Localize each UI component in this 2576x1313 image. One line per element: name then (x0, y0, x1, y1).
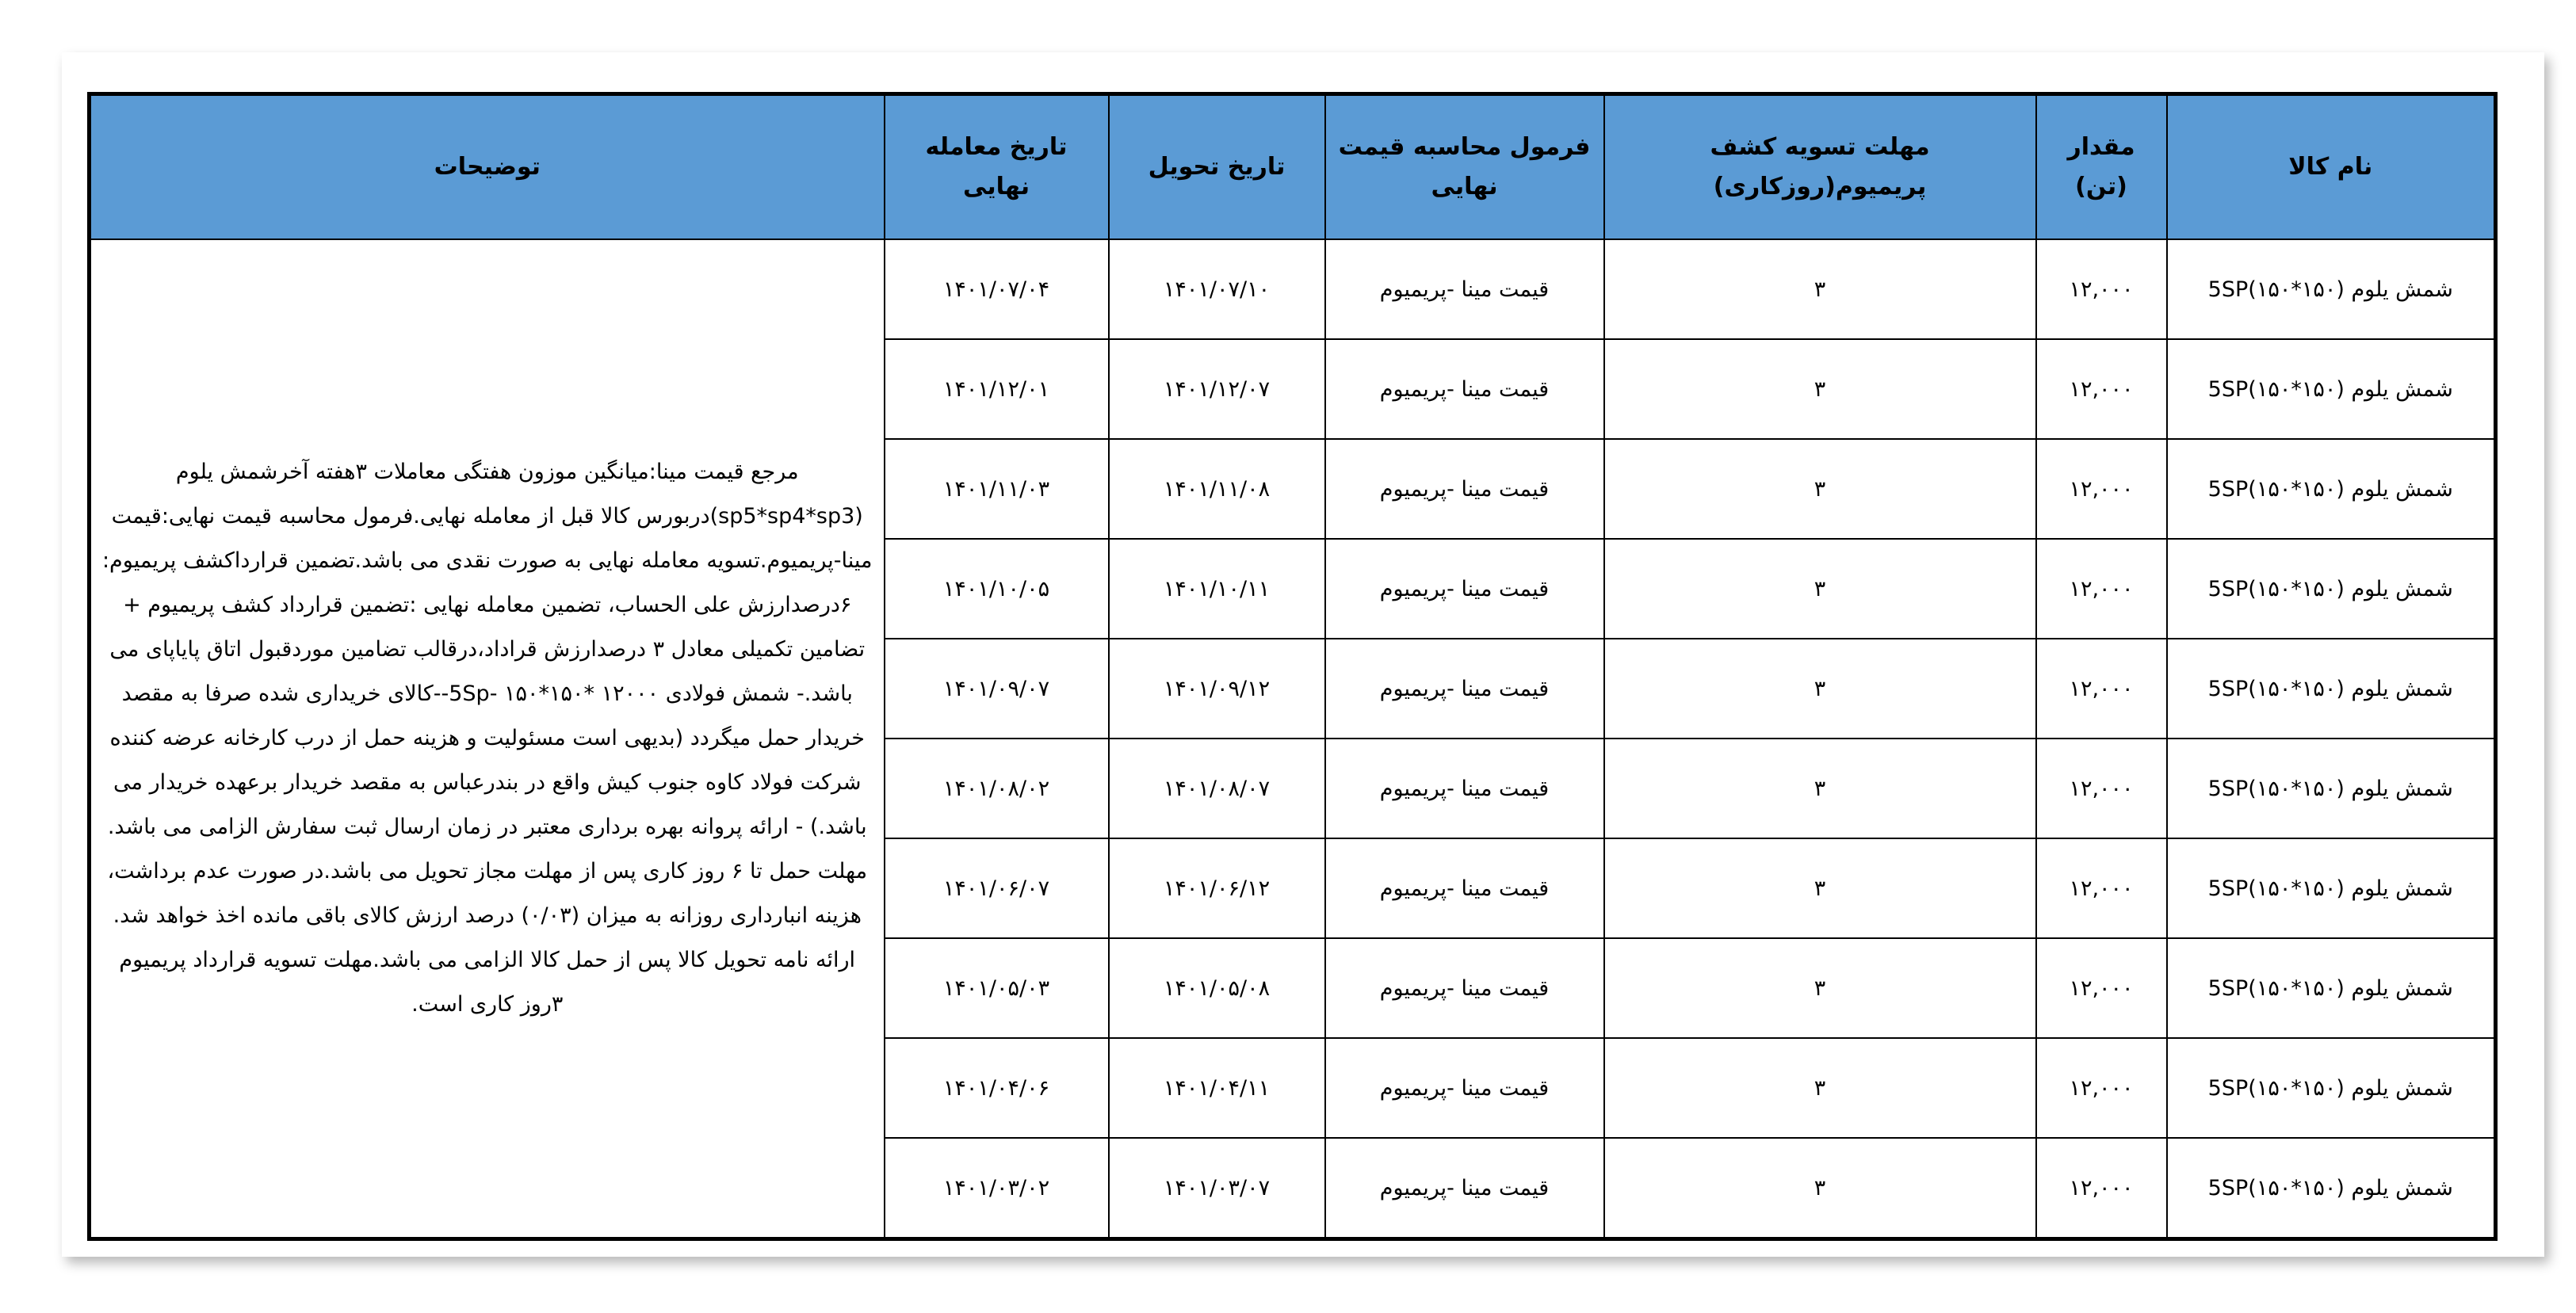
cell-delivery: ۱۴۰۱/۰۹/۱۲ (1109, 639, 1325, 739)
cell-delivery: ۱۴۰۱/۰۷/۱۰ (1109, 239, 1325, 339)
cell-formula: قیمت مینا -پریمیوم (1325, 239, 1604, 339)
cell-deadline: ۳ (1604, 639, 2036, 739)
cell-qty: ۱۲,۰۰۰ (2036, 739, 2167, 838)
document-sheet (62, 52, 2544, 1257)
contract-table (87, 92, 2498, 1241)
cell-name: شمش یلوم (۱۵۰*۱۵۰)5SP (2167, 1138, 2496, 1239)
table-header-row (90, 94, 2496, 240)
cell-final-trade: ۱۴۰۱/۰۴/۰۶ (885, 1038, 1109, 1138)
header-qty: مقدار (تن) (2036, 94, 2167, 240)
cell-formula: قیمت مینا -پریمیوم (1325, 1138, 1604, 1239)
header-delivery: تاریخ تحویل (1109, 94, 1325, 240)
cell-name: شمش یلوم (۱۵۰*۱۵۰)5SP (2167, 739, 2496, 838)
cell-final-trade: ۱۴۰۱/۰۵/۰۳ (885, 938, 1109, 1038)
cell-final-trade: ۱۴۰۱/۰۳/۰۲ (885, 1138, 1109, 1239)
cell-final-trade: ۱۴۰۱/۱۱/۰۳ (885, 439, 1109, 539)
cell-qty: ۱۲,۰۰۰ (2036, 439, 2167, 539)
cell-name: شمش یلوم (۱۵۰*۱۵۰)5SP (2167, 239, 2496, 339)
cell-name: شمش یلوم (۱۵۰*۱۵۰)5SP (2167, 539, 2496, 639)
cell-final-trade: ۱۴۰۱/۰۷/۰۴ (885, 239, 1109, 339)
cell-deadline: ۳ (1604, 838, 2036, 938)
cell-deadline: ۳ (1604, 439, 2036, 539)
cell-delivery: ۱۴۰۱/۰۳/۰۷ (1109, 1138, 1325, 1239)
cell-name: شمش یلوم (۱۵۰*۱۵۰)5SP (2167, 439, 2496, 539)
cell-deadline: ۳ (1604, 339, 2036, 439)
cell-deadline: ۳ (1604, 539, 2036, 639)
cell-formula: قیمت مینا -پریمیوم (1325, 838, 1604, 938)
cell-delivery: ۱۴۰۱/۰۵/۰۸ (1109, 938, 1325, 1038)
cell-qty: ۱۲,۰۰۰ (2036, 838, 2167, 938)
cell-delivery: ۱۴۰۱/۰۸/۰۷ (1109, 739, 1325, 838)
table-row (90, 239, 2496, 339)
cell-delivery: ۱۴۰۱/۱۰/۱۱ (1109, 539, 1325, 639)
header-final-trade: تاریخ معامله نهایی (885, 94, 1109, 240)
cell-final-trade: ۱۴۰۱/۱۰/۰۵ (885, 539, 1109, 639)
cell-qty: ۱۲,۰۰۰ (2036, 938, 2167, 1038)
description-cell: مرجع قیمت مینا:میانگین موزون هفتگی معاملات ۳هفته آخرشمش یلوم (sp5*sp4*sp3)دربورس کالا قبل از معامله نهایی.فرمول محاسبه قیمت نهایی:قیمت مینا-پریمیوم.تسویه معامله نهایی به صورت نقدی می باشد.تضمین قرارداکشف پریمیوم: ۶درصدارزش علی الحساب، تضمین معامله نهایی :تضمین قرارداد کشف پریمیوم + تضامین تکمیلی معادل ۳ درصدارزش قراداد،درقالب تضامین موردقبول اتاق پایاپای می باشد.- شمش فولادی ۱۲۰۰۰ *۱۵۰*۱۵۰ -5Sp--کالای خریداری شده صرفا به مقصد خریدار حمل میگردد (بدیهی است مسئولیت و هزینه حمل از درب کارخانه عرضه کننده شرکت فولاد کاوه جنوب کیش واقع در بندرعباس به مقصد خریدار برعهده خریدار می باشد.) - ارائه پروانه بهره برداری معتبر در زمان ارسال ثبت سفارش الزامی می باشد. مهلت حمل تا ۶ روز کاری پس از مهلت مجاز تحویل می باشد.در صورت عدم برداشت، هزینه انبارداری روزانه به میزان (۰/۰۳) درصد ارزش کالای باقی مانده اخذ خواهد شد. ارائه نامه تحویل کالا پس از حمل کالا الزامی می باشد.مهلت تسویه قرارداد پریمیوم ۳روز کاری است. (90, 239, 885, 1239)
header-formula: فرمول محاسبه قیمت نهایی (1325, 94, 1604, 240)
cell-formula: قیمت مینا -پریمیوم (1325, 639, 1604, 739)
cell-qty: ۱۲,۰۰۰ (2036, 1138, 2167, 1239)
cell-qty: ۱۲,۰۰۰ (2036, 1038, 2167, 1138)
cell-deadline: ۳ (1604, 1138, 2036, 1239)
cell-qty: ۱۲,۰۰۰ (2036, 339, 2167, 439)
header-name: نام کالا (2167, 94, 2496, 240)
cell-qty: ۱۲,۰۰۰ (2036, 639, 2167, 739)
cell-formula: قیمت مینا -پریمیوم (1325, 539, 1604, 639)
cell-delivery: ۱۴۰۱/۱۲/۰۷ (1109, 339, 1325, 439)
cell-final-trade: ۱۴۰۱/۰۸/۰۲ (885, 739, 1109, 838)
cell-final-trade: ۱۴۰۱/۰۹/۰۷ (885, 639, 1109, 739)
cell-deadline: ۳ (1604, 1038, 2036, 1138)
cell-name: شمش یلوم (۱۵۰*۱۵۰)5SP (2167, 938, 2496, 1038)
cell-qty: ۱۲,۰۰۰ (2036, 539, 2167, 639)
cell-name: شمش یلوم (۱۵۰*۱۵۰)5SP (2167, 838, 2496, 938)
cell-qty: ۱۲,۰۰۰ (2036, 239, 2167, 339)
cell-formula: قیمت مینا -پریمیوم (1325, 439, 1604, 539)
cell-name: شمش یلوم (۱۵۰*۱۵۰)5SP (2167, 339, 2496, 439)
cell-delivery: ۱۴۰۱/۰۶/۱۲ (1109, 838, 1325, 938)
cell-delivery: ۱۴۰۱/۰۴/۱۱ (1109, 1038, 1325, 1138)
cell-name: شمش یلوم (۱۵۰*۱۵۰)5SP (2167, 639, 2496, 739)
cell-name: شمش یلوم (۱۵۰*۱۵۰)5SP (2167, 1038, 2496, 1138)
header-deadline: مهلت تسویه کشف پریمیوم(روزکاری) (1604, 94, 2036, 240)
cell-formula: قیمت مینا -پریمیوم (1325, 739, 1604, 838)
cell-formula: قیمت مینا -پریمیوم (1325, 339, 1604, 439)
cell-final-trade: ۱۴۰۱/۰۶/۰۷ (885, 838, 1109, 938)
cell-final-trade: ۱۴۰۱/۱۲/۰۱ (885, 339, 1109, 439)
cell-delivery: ۱۴۰۱/۱۱/۰۸ (1109, 439, 1325, 539)
header-description: توضیحات (90, 94, 885, 240)
cell-deadline: ۳ (1604, 739, 2036, 838)
cell-deadline: ۳ (1604, 239, 2036, 339)
cell-formula: قیمت مینا -پریمیوم (1325, 938, 1604, 1038)
cell-deadline: ۳ (1604, 938, 2036, 1038)
cell-formula: قیمت مینا -پریمیوم (1325, 1038, 1604, 1138)
